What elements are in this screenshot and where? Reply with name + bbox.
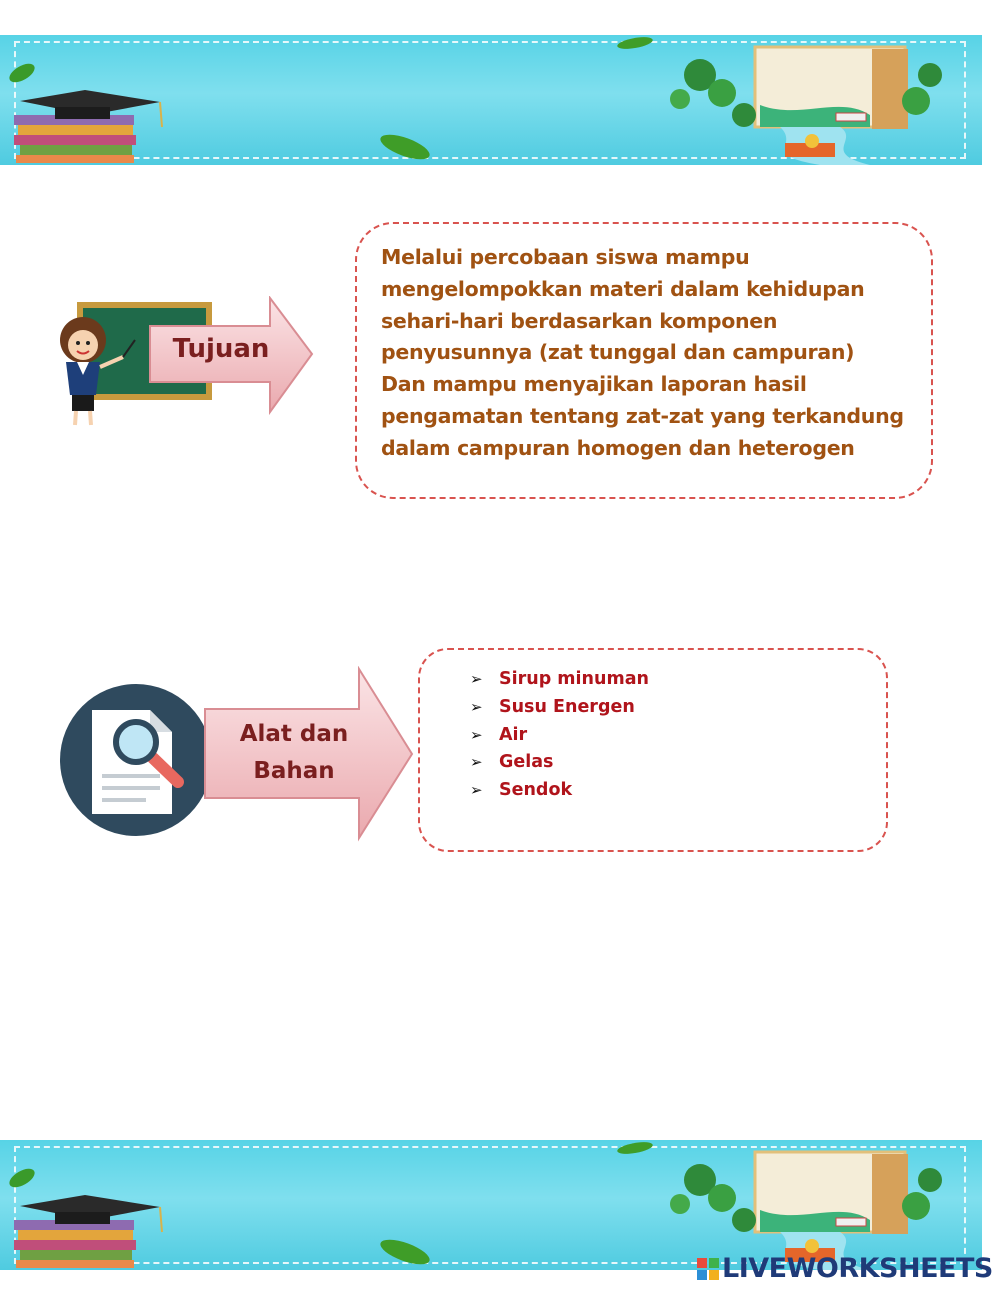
material-item: Sirup minuman (499, 669, 649, 689)
materials-label-line: Bahan (253, 758, 335, 784)
objective-line: penyusunnya (zat tunggal dan campuran) (381, 340, 855, 365)
bullet-arrow-icon: ➢ (470, 725, 483, 744)
material-item: Susu Energen (499, 696, 635, 717)
objective-line: dalam campuran homogen dan heterogen (381, 435, 855, 460)
objective-line: Dan mampu menyajikan laporan hasil (381, 372, 807, 397)
liveworksheets-watermark (697, 1253, 993, 1284)
objective-text (381, 242, 921, 465)
footer-banner (0, 1140, 982, 1270)
list-item (470, 694, 649, 722)
materials-list (470, 666, 649, 805)
material-item: Gelas (499, 752, 554, 773)
list-item (470, 749, 649, 777)
list-item (470, 777, 649, 805)
liveworksheets-logo-icon (697, 1258, 719, 1280)
header-banner (0, 35, 982, 165)
objective-line: mengelompokkan materi dalam kehidupan (381, 276, 865, 301)
material-item: Air (499, 724, 528, 745)
objective-line: pengamatan tentang zat-zat yang terkandung (381, 403, 904, 428)
material-item: Sendok (499, 780, 573, 801)
objective-label: Tujuan (172, 334, 270, 364)
banner-decoration (0, 35, 982, 165)
book-stack-icon (14, 1220, 136, 1268)
book-stack-icon (14, 115, 136, 163)
objective-line: sehari-hari berdasarkan komponen (381, 308, 778, 333)
bullet-arrow-icon: ➢ (470, 670, 483, 688)
banner-decoration (0, 1140, 982, 1270)
watermark-text: LIVEWORKSHEETS (722, 1253, 993, 1284)
bullet-arrow-icon: ➢ (470, 697, 483, 716)
list-item (470, 666, 649, 694)
objective-line: Melalui percobaan siswa mampu (381, 245, 750, 269)
document-search-icon (60, 684, 215, 839)
bullet-arrow-icon: ➢ (470, 753, 483, 772)
bullet-arrow-icon: ➢ (470, 781, 483, 800)
materials-label (208, 716, 380, 790)
list-item (470, 722, 649, 750)
materials-label-line: Alat dan (239, 721, 349, 747)
